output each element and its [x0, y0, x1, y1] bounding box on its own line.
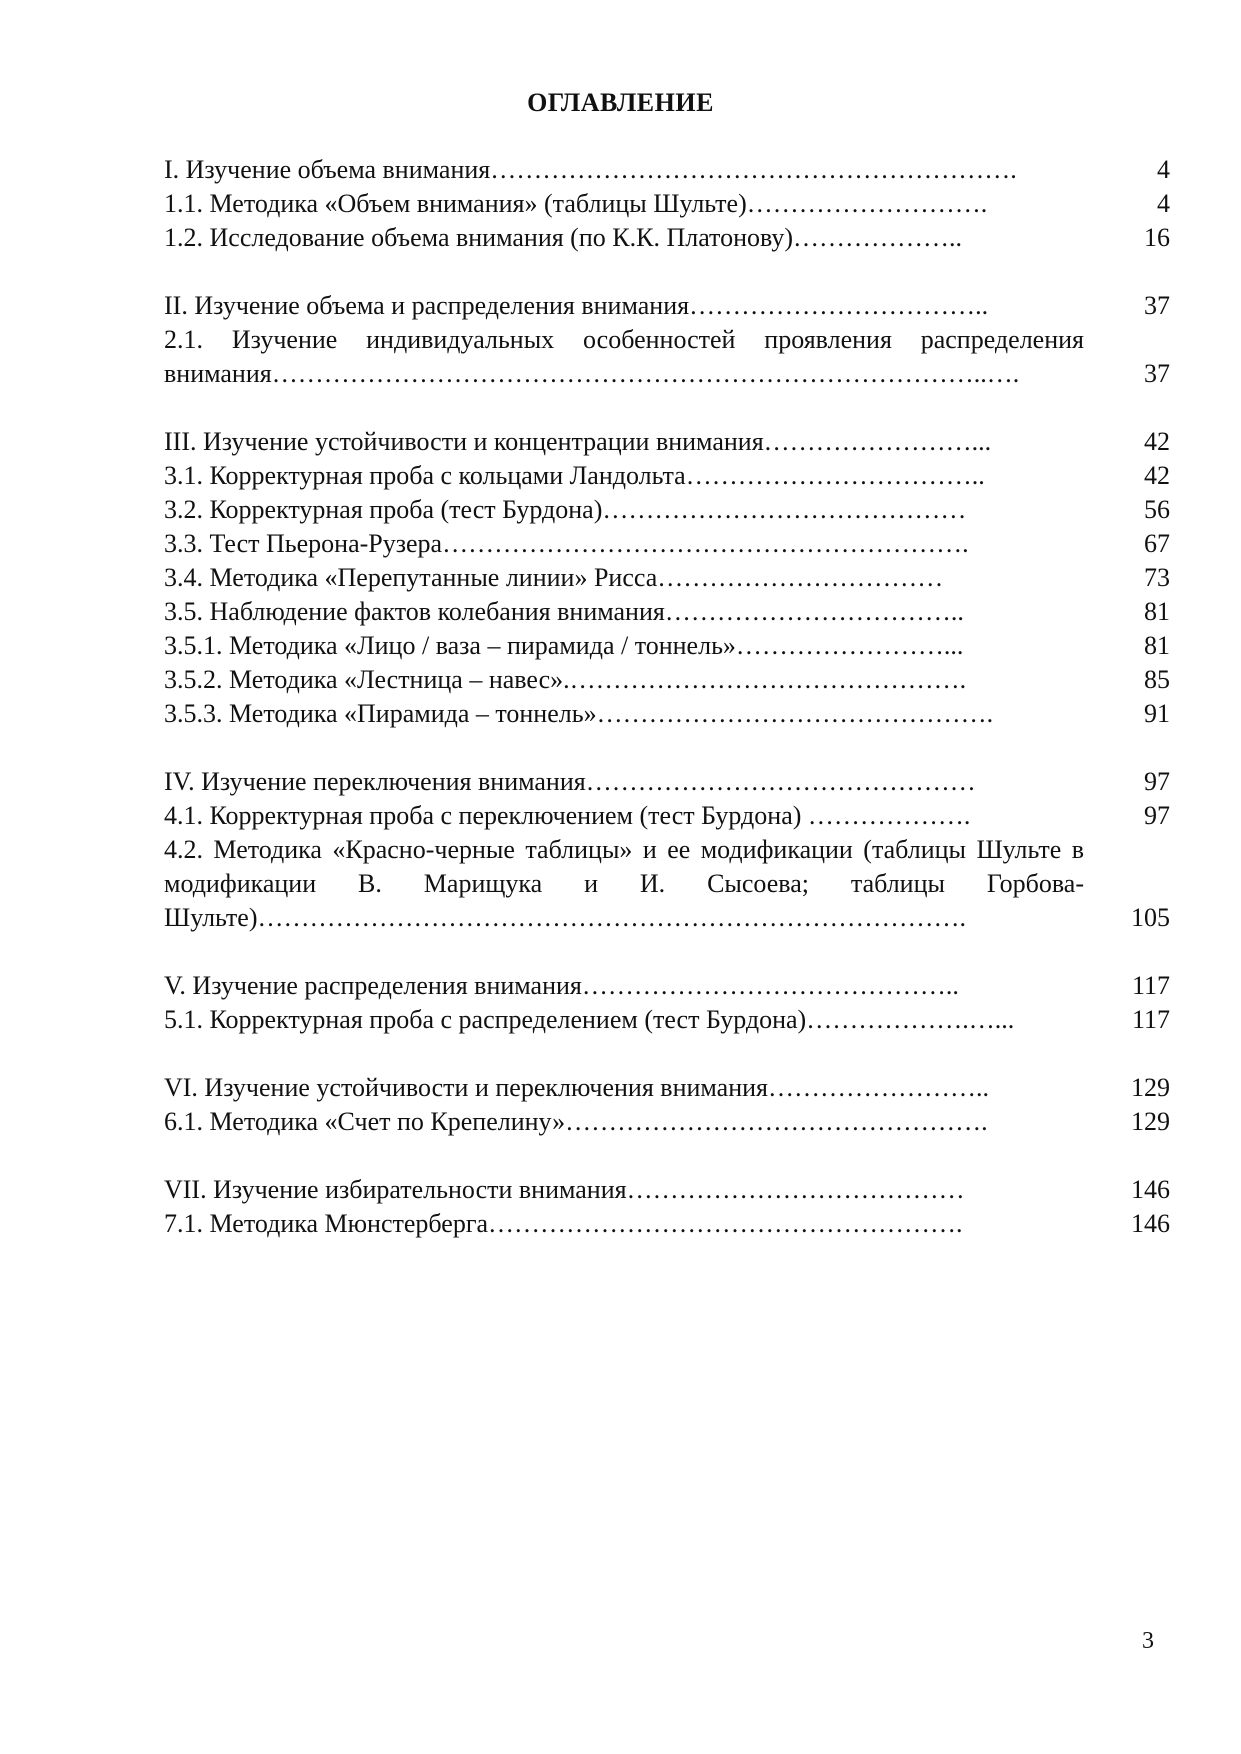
- toc-entry-page: 117: [1131, 1005, 1170, 1034]
- toc-entry-title: 3.4. Методика «Перепутанные линии» Рисса……………………………: [164, 563, 944, 592]
- toc-entry-title: 3.5.3. Методика «Пирамида – тоннель»……………………………………….: [164, 699, 994, 728]
- toc-entry-title: 3.2. Корректурная проба (тест Бурдона)……………………………………: [164, 495, 967, 524]
- toc-entry-title: 4.1. Корректурная проба с переключением (тест Бурдона) ……………….: [164, 801, 971, 830]
- toc-entry-title: 7.1. Методика Мюнстерберга……………………………………………….: [164, 1209, 963, 1238]
- toc-entry: [164, 527, 1170, 561]
- toc-entry-page: 105: [1131, 903, 1170, 932]
- toc-entry: [164, 663, 1170, 697]
- toc-section: [164, 1173, 1170, 1241]
- toc-section: [164, 1071, 1170, 1139]
- toc-entry-page: 97: [1144, 801, 1170, 830]
- toc-entry-page: 42: [1144, 427, 1170, 456]
- toc-entry: [164, 765, 1170, 799]
- toc-entry: [164, 187, 1170, 221]
- toc-entry: [164, 1105, 1170, 1139]
- toc-entry-title: 2.1. Изучение индивидуальных особенностей проявления распределения внимания………………………………………………………………………..….: [164, 325, 1084, 388]
- toc-entry: [164, 833, 1170, 935]
- toc-entry-title: III. Изучение устойчивости и концентрации внимания……………………...: [164, 427, 992, 456]
- toc-entry: [164, 629, 1170, 663]
- toc-entry-page: 97: [1144, 767, 1170, 796]
- toc-entry: [164, 969, 1170, 1003]
- toc-entry-page: 56: [1144, 495, 1170, 524]
- toc-section: [164, 153, 1170, 255]
- table-of-contents: [164, 153, 1170, 1275]
- toc-entry: [164, 289, 1170, 323]
- toc-entry-title: 4.2. Методика «Красно-черные таблицы» и ее модификации (таблицы Шульте в модификации В. Марищука и И. Сысоева; таблицы Горбова-Шульте)……………………………………………………………………….: [164, 835, 1084, 932]
- toc-entry-page: 81: [1144, 631, 1170, 660]
- toc-entry-title: II. Изучение объема и распределения внимания……………………………..: [164, 291, 989, 320]
- toc-entry-page: 42: [1144, 461, 1170, 490]
- toc-entry-title: 3.1. Корректурная проба с кольцами Ландольта……………………………..: [164, 461, 985, 490]
- toc-entry-title: 1.2. Исследование объема внимания (по К.К. Платонову)………………..: [164, 223, 963, 252]
- toc-entry-page: 91: [1144, 699, 1170, 728]
- toc-entry-page: 37: [1144, 291, 1170, 320]
- toc-entry-title: 1.1. Методика «Объем внимания» (таблицы Шульте)……………………….: [164, 189, 988, 218]
- toc-section: [164, 969, 1170, 1037]
- toc-entry: [164, 1207, 1170, 1241]
- toc-section: [164, 425, 1170, 731]
- toc-entry: [164, 1173, 1170, 1207]
- toc-entry: [164, 561, 1170, 595]
- toc-entry: [164, 697, 1170, 731]
- toc-entry-page: 81: [1144, 597, 1170, 626]
- toc-section: [164, 289, 1170, 391]
- toc-entry-page: 73: [1144, 563, 1170, 592]
- toc-entry-title: 3.5.1. Методика «Лицо / ваза – пирамида / тоннель»……………………...: [164, 631, 964, 660]
- toc-entry: [164, 153, 1170, 187]
- toc-entry-page: 129: [1131, 1073, 1170, 1102]
- toc-section: [164, 765, 1170, 935]
- toc-entry: [164, 799, 1170, 833]
- toc-entry: [164, 323, 1170, 391]
- toc-entry-title: 3.5.2. Методика «Лестница – навес».……………………………………….: [164, 665, 967, 694]
- toc-entry-title: 6.1. Методика «Счет по Крепелину»………………………………………….: [164, 1107, 988, 1136]
- toc-entry-page: 37: [1144, 359, 1170, 388]
- toc-entry: [164, 595, 1170, 629]
- toc-entry-page: 85: [1144, 665, 1170, 694]
- toc-entry: [164, 425, 1170, 459]
- toc-entry-title: 3.3. Тест Пьерона-Рузера…………………………………………………….: [164, 529, 969, 558]
- toc-entry-title: 5.1. Корректурная проба с распределением (тест Бурдона)……………….…...: [164, 1005, 1015, 1034]
- toc-entry-title: I. Изучение объема внимания…………………………………………………….: [164, 155, 1017, 184]
- toc-entry-page: 146: [1131, 1209, 1170, 1238]
- toc-entry: [164, 459, 1170, 493]
- page-number: 3: [1142, 1628, 1154, 1654]
- toc-entry-title: IV. Изучение переключения внимания………………………………………: [164, 767, 976, 796]
- toc-title: ОГЛАВЛЕНИЕ: [527, 88, 714, 117]
- toc-entry-title: V. Изучение распределения внимания……………………………………..: [164, 971, 959, 1000]
- toc-entry-page: 117: [1131, 971, 1170, 1000]
- toc-entry-page: 16: [1144, 223, 1170, 252]
- toc-entry-page: 129: [1131, 1107, 1170, 1136]
- toc-entry-page: 67: [1144, 529, 1170, 558]
- toc-entry: [164, 1003, 1170, 1037]
- toc-entry-title: VI. Изучение устойчивости и переключения внимания……………………..: [164, 1073, 990, 1102]
- toc-entry: [164, 1071, 1170, 1105]
- toc-entry: [164, 221, 1170, 255]
- toc-entry-page: 146: [1131, 1175, 1170, 1204]
- toc-entry-title: 3.5. Наблюдение фактов колебания внимания……………………………..: [164, 597, 964, 626]
- toc-entry-title: VII. Изучение избирательности внимания…………………………………: [164, 1175, 965, 1204]
- toc-entry: [164, 493, 1170, 527]
- toc-entry-page: 4: [1157, 155, 1170, 184]
- toc-entry-page: 4: [1157, 189, 1170, 218]
